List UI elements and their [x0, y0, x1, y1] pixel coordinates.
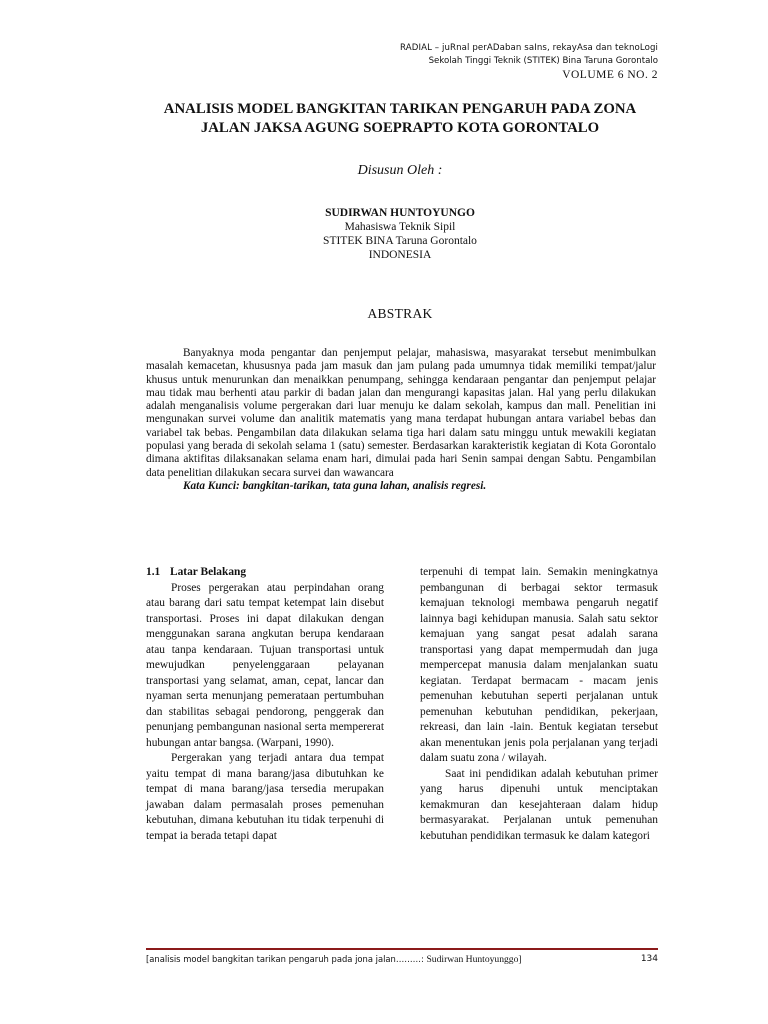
footer-author: Sudirwan Huntoyunggo]	[426, 954, 522, 965]
page-footer	[146, 954, 658, 965]
page-number: 134	[640, 954, 658, 964]
paper-title	[110, 100, 690, 138]
left-column	[146, 565, 384, 844]
left-paragraph-1: Proses pergerakan atau perpindahan orang atau barang dari satu tempat ketempat lain disebut transportasi. Proses ini dapat dilakukan dengan menggunakan sarana angkutan berupa kendaraan atau tanpa kendaraan. Tujuan transportasi untuk mewujudkan penyelenggaraan pelayanan transportasi yang selamat, aman, cepat, lancar dan nyaman serta menunjang pemerataan pertumbuhan dan stabilitas sebagai pendorong, penggerak dan penunjang pembangunan nasional serta mempererat hubungan antar bangsa. (Warpani, 1990).	[146, 581, 384, 749]
author-country: INDONESIA	[368, 249, 432, 261]
author-institution: STITEK BINA Taruna Gorontalo	[323, 235, 477, 247]
author-name: SUDIRWAN HUNTOYUNGO	[325, 207, 475, 219]
disusun-oleh: Disusun Oleh :	[357, 163, 443, 178]
abstract-block	[146, 347, 656, 493]
section-number: 1.1	[146, 566, 161, 578]
section-heading	[146, 565, 384, 581]
school-name: Sekolah Tinggi Teknik (STITEK) Bina Taruna Gorontalo	[428, 56, 658, 66]
author-block	[110, 206, 690, 262]
journal-name: RADIAL – juRnal perADaban saIns, rekayAsa dan teknoLogi	[400, 43, 658, 53]
right-paragraph-2: Saat ini pendidikan adalah kebutuhan primer yang harus dipenuhi untuk menciptakan kemakmuran dan kesejahteraan dalam hidup bermasyarakat. Perjalanan untuk pemenuhan kebutuhan pendidikan termasuk ke dalam kategori	[420, 767, 658, 842]
keywords: Kata Kunci: bangkitan-tarikan, tata guna lahan, analisis regresi.	[183, 479, 487, 492]
left-paragraph-2: Pergerakan yang terjadi antara dua tempat yaitu tempat di mana barang/jasa dibutuhkan ke tempat di mana barang/jasa tersedia merupakan jawaban dalam permasalah proses pemenuhan kebutuhan, dimana kebutuhan itu tidak terpenuhi di tempat ia berada tetapi dapat	[146, 752, 384, 842]
footer-title-text: [analisis model bangkitan tarikan pengaruh pada jona jalan………:	[146, 954, 427, 964]
volume-label: VOLUME 6 NO. 2	[562, 69, 658, 81]
abstract-body: Banyaknya moda pengantar dan penjemput pelajar, mahasiswa, masyarakat tersebut menimbulkan masalah kemacetan, khususnya pada jam masuk dan jam pulang pada umumnya tidak memiliki tempat/jalur khusus untuk menurunkan dan menaikkan penumpang, sehingga kendaraan pengantar dan penjemput pelajar mau tidak mau berhenti atau parkir di badan jalan dan mengurangi kapasitas jalan. Hal yang perlu dilakukan adalah menganalisis volume pergerakan dari luar menuju ke dalam sekolah, kampus dan mall. Penelitian ini mengunakan survei volume dan analitik matematis yang mana terdapat hubungan antara variabel bebas dan variabel tak bebas. Pengambilan data dilakukan selama tiga hari dalam satu minggu untuk mewakili kegiatan populasi yang berada di sekolah selama 1 (satu) semester. Berdasarkan karakteristik kegiatan di Kota Gorontalo dimana aktifitas dilaksanakan selama enam hari, dimulai pada hari Senin sampai dengan Sabtu. Pengambilan data penelitian dilakukan secara survei dan wawancara	[146, 347, 656, 479]
footer-rule	[146, 948, 658, 950]
running-header	[400, 42, 658, 83]
title-line-2: JALAN JAKSA AGUNG SOEPRAPTO KOTA GORONTALO	[200, 120, 600, 136]
section-title: Latar Belakang	[170, 566, 247, 578]
right-column	[420, 565, 658, 844]
right-paragraph-1: terpenuhi di tempat lain. Semakin meningkatnya pembangunan di berbagai sektor termasuk kemajuan teknologi membawa pengaruh negatif lainnya bagi kehidupan manusia. Salah satu sektor kemajuan yang sangat pesat adalah sarana transportasi yang dapat mempermudah dan juga mempercepat manusia dalam menjalankan suatu kegiatan. Terdapat bermacam - macam jenis pemenuhan kebutuhan seperti perjalanan untuk pemenuhan kebutuhan pendidikan, pekerjaan, rekreasi, dan lain -lain. Bentuk kegiatan tersebut akan menentukan jenis pola perjalanan yang terjadi dalam suatu zona / wilayah.	[420, 566, 658, 764]
author-role: Mahasiswa Teknik Sipil	[344, 221, 456, 233]
title-line-1: ANALISIS MODEL BANGKITAN TARIKAN PENGARUH PADA ZONA	[163, 101, 637, 117]
abstract-heading: ABSTRAK	[367, 306, 433, 321]
footer-running-title	[146, 954, 522, 965]
